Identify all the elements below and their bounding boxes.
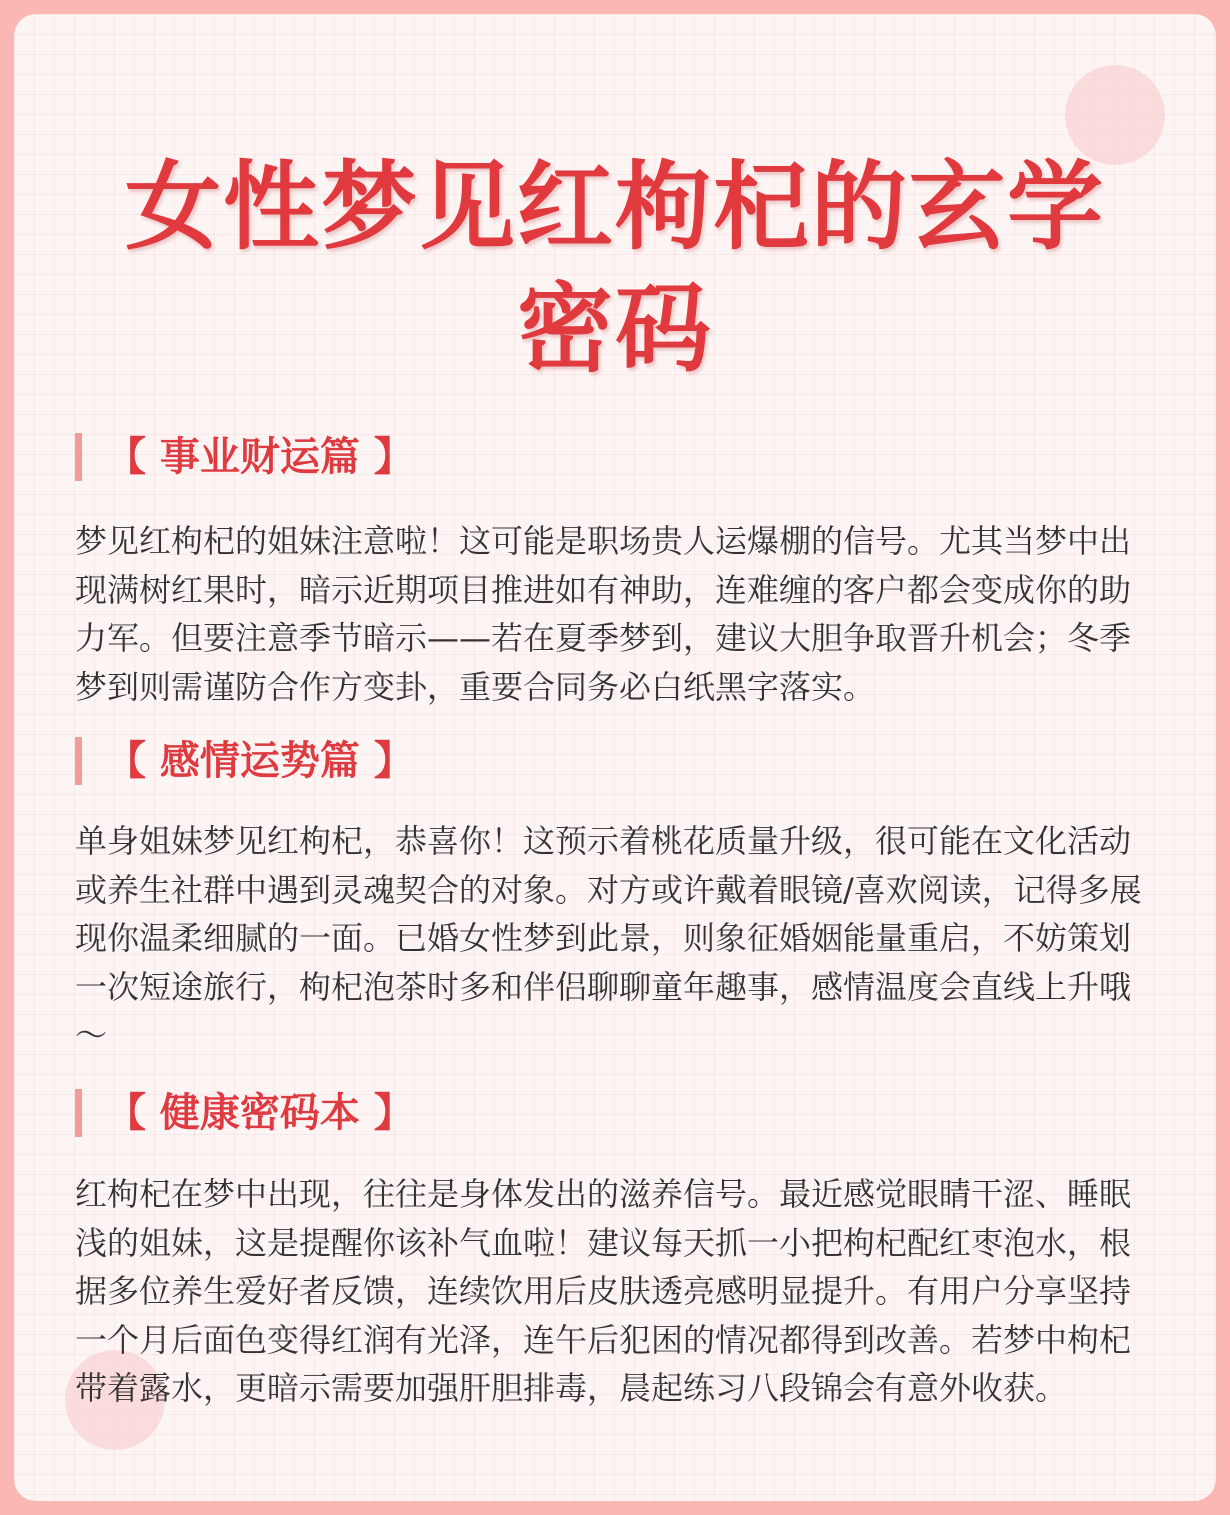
article-card: [14, 14, 1216, 1501]
section-body-health: 红枸杞在梦中出现，往往是身体发出的滋养信号。最近感觉眼睛干涩、睡眠浅的姐妹，这是提醒你该补气血啦！建议每天抓一小把枸杞配红枣泡水，根据多位养生爱好者反馈，连续饮用后皮肤透亮感明显提升。有用户分享坚持一个月后面色变得红润有光泽，连午后犯困的情况都得到改善。若梦中枸杞带着露水，更暗示需要加强肝胆排毒，晨起练习八段锦会有意外收获。: [75, 1175, 1132, 1407]
section-heading-love: [75, 736, 414, 786]
section-heading-career: [75, 432, 414, 482]
section-title-health: 【 健康密码本 】: [106, 1090, 414, 1136]
section-body-career: 梦见红枸杞的姐妹注意啦！这可能是职场贵人运爆棚的信号。尤其当梦中出现满树红果时，暗示近期项目推进如有神助，连难缠的客户都会变成你的助力军。但要注意季节暗示——若在夏季梦到，建议大胆争取晋升机会；冬季梦到则需谨防合作方变卦，重要合同务必白纸黑字落实。: [75, 522, 1132, 706]
section-heading-health: [75, 1088, 414, 1138]
section-title-love: 【 感情运势篇 】: [106, 738, 414, 784]
section-accent-bar: [75, 737, 82, 785]
section-title-career: 【 事业财运篇 】: [106, 434, 414, 480]
page-title-line-1: 女性梦见红枸杞的玄学: [125, 151, 1105, 263]
section-body-love: 单身姐妹梦见红枸杞，恭喜你！这预示着桃花质量升级，很可能在文化活动或养生社群中遇到灵魂契合的对象。对方或许戴着眼镜/喜欢阅读，记得多展现你温柔细腻的一面。已婚女性梦到此景，则象征婚姻能量重启，不妨策划一次短途旅行，枸杞泡茶时多和伴侣聊聊童年趣事，感情温度会直线上升哦～: [75, 822, 1142, 1054]
section-accent-bar: [75, 433, 82, 481]
page-title: [14, 146, 1216, 390]
page-title-line-2: 密码: [517, 273, 713, 385]
section-accent-bar: [75, 1089, 82, 1137]
